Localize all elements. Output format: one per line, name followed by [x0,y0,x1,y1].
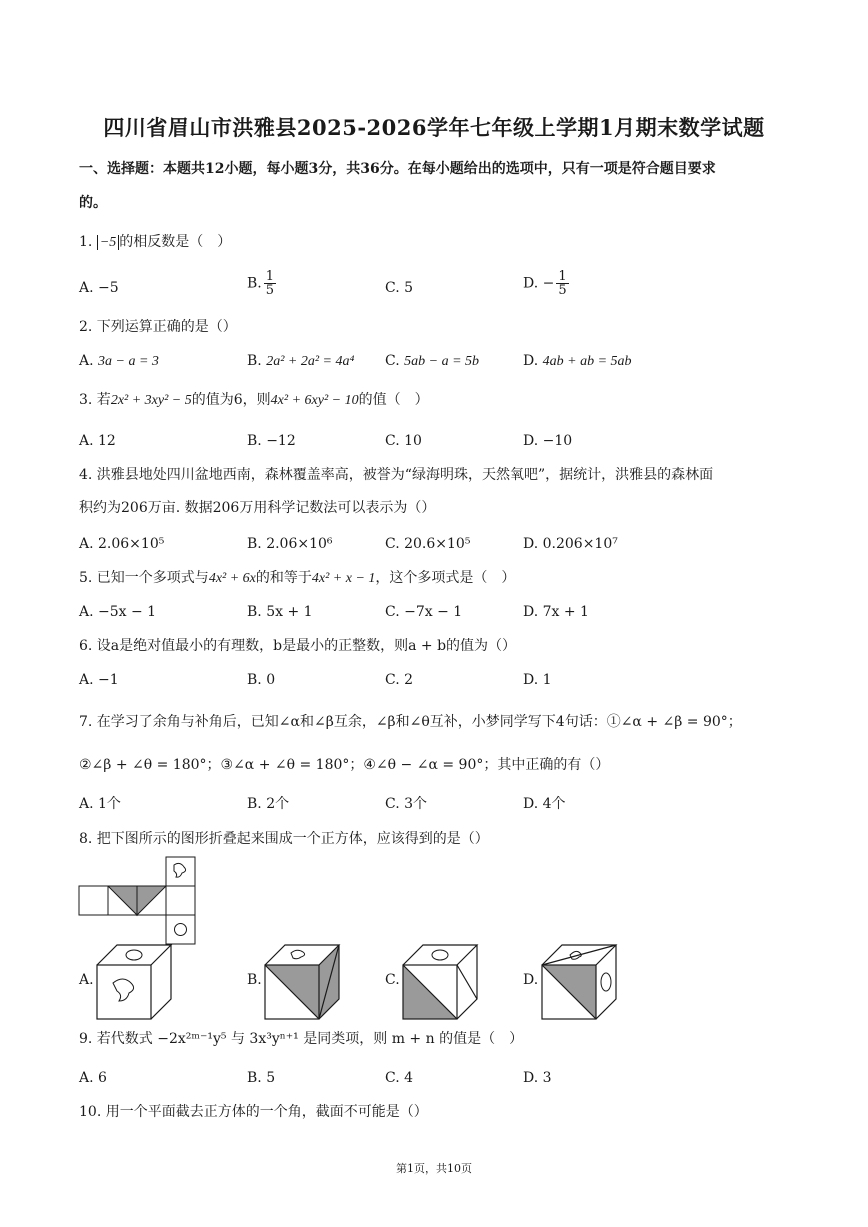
question-4: 4. 洪雅县地处四川盆地西南，森林覆盖率高，被誉为“绿海明珠，天然氧吧”，据统计，洪雅县的森林面 [79,467,714,483]
q7-option-d: D. 4个 [523,796,566,812]
q6-option-a: A. −1 [79,672,119,688]
question-9: 9. 若代数式 −2x²ᵐ⁻¹y⁵ 与 3x³yⁿ⁺¹ 是同类项，则 m + n 的值是（ ） [79,1031,524,1047]
q5-option-c: C. −7x − 1 [385,604,463,620]
q4-option-d: D. 0.206×10⁷ [523,536,618,552]
q5-option-d: D. 7x + 1 [523,604,589,620]
q6-option-d: D. 1 [523,672,552,688]
q6-option-c: C. 2 [385,672,414,688]
section-heading-cont: 的。 [79,195,107,211]
cube-b [263,943,343,1023]
question-8: 8. 把下图所示的图形折叠起来围成一个正方体，应该得到的是（） [79,831,489,847]
q3-option-a: A. 12 [79,433,116,449]
question-1: 1. −5 的相反数是（ ） [79,234,232,250]
q7-option-c: C. 3个 [385,796,428,812]
q1-option-d: D. − $\frac{1}{5}$ [523,269,567,298]
q9-option-a: A. 6 [79,1070,107,1086]
q8-option-a: A. [79,972,94,988]
question-10: 10. 用一个平面截去正方体的一个角，截面不可能是（） [79,1104,428,1120]
q9-option-c: C. 4 [385,1070,414,1086]
cube-a [95,943,175,1023]
q5-option-a: A. −5x − 1 [79,604,157,620]
q4-option-c: C. 20.6×10⁵ [385,536,471,552]
cube-net-figure [78,855,198,947]
section-heading: 一、选择题：本题共12小题，每小题3分，共36分。在每小题给出的选项中，只有一项是符合题目要求 [79,161,716,177]
cube-c [401,943,481,1023]
q4-option-b: B. 2.06×10⁶ [247,536,333,552]
page-footer: 第1页，共10页 [396,1162,472,1175]
q1-option-b: B. $\frac{1}{5}$ [247,269,275,298]
q1-option-c: C. 5 [385,280,414,296]
cube-d [540,943,620,1023]
question-7-cont: ②∠β + ∠θ = 180°；③∠α + ∠θ = 180°；④∠θ − ∠α = 90°；其中正确的有（） [79,757,610,773]
q7-option-a: A. 1个 [79,796,121,812]
q9-option-b: B. 5 [247,1070,276,1086]
question-3: 3. 若2x² + 3xy² − 5的值为6，则4x² + 6xy² − 10的值（ ） [79,392,429,408]
question-2: 2. 下列运算正确的是（） [79,319,237,335]
question-4-cont: 积约为206万亩. 数据206万用科学记数法可以表示为（） [79,500,436,516]
q3-option-d: D. −10 [523,433,573,449]
q8-option-c: C. [385,972,400,988]
q2-option-a: A. 3a − a = 3 [79,353,159,369]
question-7: 7. 在学习了余角与补角后，已知∠α和∠β互余，∠β和∠θ互补，小梦同学写下4句话：①∠α + ∠β = 90°； [79,714,742,730]
q2-option-b: B. 2a² + 2a² = 4a⁴ [247,353,355,369]
q8-option-b: B. [247,972,262,988]
q5-option-b: B. 5x + 1 [247,604,313,620]
q1-option-a: A. −5 [79,280,119,296]
q2-option-d: D. 4ab + ab = 5ab [523,353,632,369]
q3-option-c: C. 10 [385,433,422,449]
question-6: 6. 设a是绝对值最小的有理数，b是最小的正整数，则a + b的值为（） [79,638,517,654]
q6-option-b: B. 0 [247,672,276,688]
q2-option-c: C. 5ab − a = 5b [385,353,480,369]
question-5: 5. 已知一个多项式与4x² + 6x的和等于4x² + x − 1，这个多项式是（ ） [79,570,516,586]
q4-option-a: A. 2.06×10⁵ [79,536,165,552]
q7-option-b: B. 2个 [247,796,290,812]
q8-option-d: D. [523,972,539,988]
page-title: 四川省眉山市洪雅县2025-2026学年七年级上学期1月期末数学试题 [103,115,765,140]
q9-option-d: D. 3 [523,1070,552,1086]
abs-value: −5 [97,235,119,250]
q3-option-b: B. −12 [247,433,296,449]
